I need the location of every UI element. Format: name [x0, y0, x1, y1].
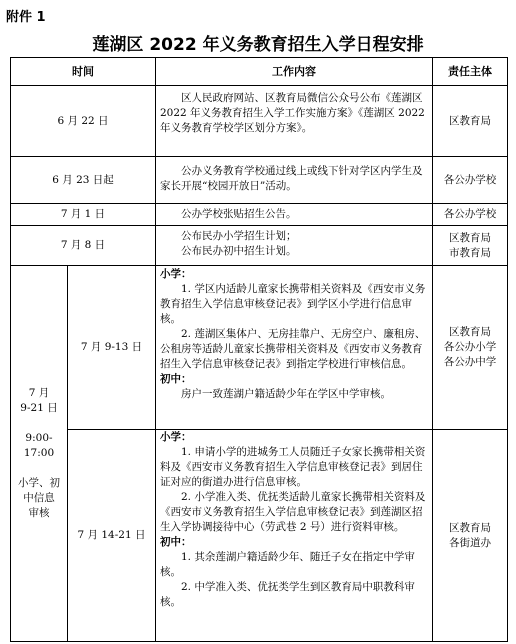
table-rule: [155, 57, 156, 642]
row-2-content: 公办义务教育学校通过线上或线下针对学区内学生及家长开展“校园开放日”活动。: [160, 165, 423, 192]
row-1-content: 区人民政府网站、区教育局微信公众号公布《莲湖区 2022 年义务教育招生入学工作实施方案》《莲湖区 2022 年义务教育学校学区划分方案》。: [160, 92, 425, 134]
header-time: 时间: [72, 65, 94, 78]
subrow-a-time: 7 月 9-13 日: [80, 341, 143, 353]
page-title: 莲湖区 2022 年义务教育招生入学日程安排: [92, 35, 424, 55]
row-1-time: 6 月 22 日: [57, 114, 109, 127]
row-3-responsible: 各公办学校: [443, 208, 497, 220]
row-2-time: 6 月 23 日起: [52, 173, 114, 186]
group-time: 7 月 9-21 日 9:00- 17:00 小学、初 中信息 审核: [18, 387, 60, 519]
schedule-table: [10, 57, 508, 642]
subrow-b-content: 小学： 1. 申请小学的进城务工人员随迁子女家长携带相关资料及《西安市义务教育招生入学信息审核登记表》到居住证对应的街道办进行信息审核。 2. 小学准入类、优抚类适龄儿童家长携带相关资料及《西安市义务教育招生入学信息审核登记表》到莲湖区招生入学协调接待中心（劳武巷 2 号）进行资料审核。 初中： 1. 其余莲湖户籍适龄少年、随迁子女在指定中学审核。 2. 中学准入类、优抚类学生到区教育局中职教科审核。: [160, 431, 426, 608]
subrow-b-time: 7 月 14-21 日: [77, 529, 146, 541]
subrow-a-content: 小学： 1. 学区内适龄儿童家长携带相关资料及《西安市义务教育招生入学信息审核登记表》到学区小学进行信息审核。 2. 莲湖区集体户、无房挂靠户、无房空户、廉租房、公租房等适龄儿童家长携带相关资料及《西安市义务教育招生入学信息审核登记表》到指定学校进行审核信息。 初中： 房户一致莲湖户籍适龄少年在学区中学审核。: [160, 268, 426, 400]
attachment-label: 附件 1: [6, 10, 46, 25]
row-1-responsible: 区教育局: [449, 114, 491, 127]
row-3-content: 公办学校张贴招生公告。: [181, 208, 297, 220]
table-border-bottom: [10, 641, 508, 642]
row-4-content: 公布民办小学招生计划； 公布民办初中招生计划。: [181, 230, 297, 257]
row-4-responsible: 区教育局 市教育局: [449, 231, 491, 259]
header-responsible: 责任主体: [448, 65, 492, 78]
row-2-responsible: 各公办学校: [443, 173, 497, 186]
row-4-time: 7 月 8 日: [60, 239, 106, 251]
table-border-right: [507, 57, 508, 642]
subrow-a-responsible: 区教育局 各公办小学 各公办中学: [443, 326, 497, 368]
subrow-b-responsible: 区教育局 各街道办: [449, 521, 491, 549]
header-content: 工作内容: [272, 65, 316, 78]
row-3-time: 7 月 1 日: [60, 208, 106, 220]
